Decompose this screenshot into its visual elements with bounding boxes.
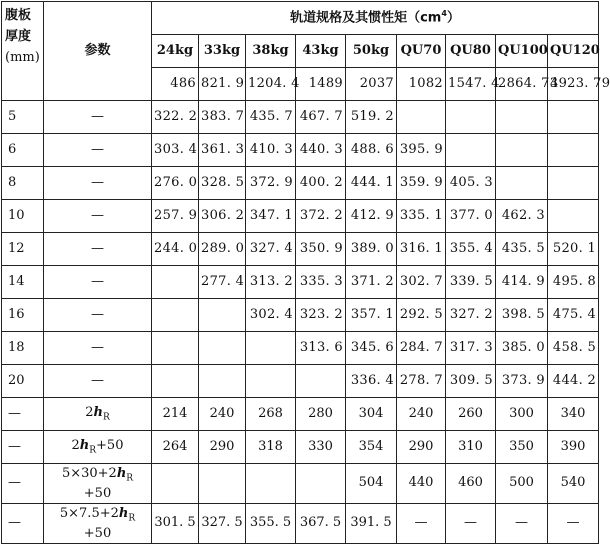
value-cell: 347. 1 [246, 200, 296, 233]
value-cell: — [496, 504, 548, 544]
formula-subscript: R [89, 445, 97, 456]
formula-prefix: 2 [71, 438, 80, 454]
value-cell: 367. 5 [296, 504, 346, 544]
value-cell: — [446, 504, 496, 544]
value-cell: 327. 4 [246, 233, 296, 266]
thickness-cell: 16 [2, 299, 44, 332]
value-cell: 444. 1 [346, 167, 397, 200]
formula-subscript: R [126, 473, 134, 484]
value-cell: 371. 2 [346, 266, 397, 299]
value-cell: 264 [152, 431, 199, 464]
value-cell: 440. 3 [296, 134, 346, 167]
value-cell: 458. 5 [548, 332, 599, 365]
value-cell: 313. 6 [296, 332, 346, 365]
formula-parameter-cell [44, 431, 152, 464]
rail-type-2: 38kg [246, 35, 296, 68]
value-cell: 327. 2 [446, 299, 496, 332]
parameter-cell: — [44, 365, 152, 398]
value-cell: — [397, 504, 446, 544]
header-thickness-line2: 厚度 [5, 28, 32, 44]
value-cell: 460 [446, 464, 496, 504]
value-cell: 354 [346, 431, 397, 464]
thickness-cell: 14 [2, 266, 44, 299]
value-cell [152, 299, 199, 332]
value-cell [246, 464, 296, 504]
value-cell: 318 [246, 431, 296, 464]
header-group-title-close: ） [446, 10, 460, 26]
value-cell: 389. 0 [346, 233, 397, 266]
thickness-cell: 12 [2, 233, 44, 266]
value-cell: 475. 4 [548, 299, 599, 332]
value-cell [496, 101, 548, 134]
formula-parameter-cell [44, 504, 152, 544]
rail-inertia-7: 2864. 73 [496, 68, 548, 101]
value-cell [246, 365, 296, 398]
value-cell: 289. 0 [199, 233, 246, 266]
value-cell: 355. 4 [446, 233, 496, 266]
table-row [2, 101, 599, 134]
value-cell [446, 101, 496, 134]
rail-type-1: 33kg [199, 35, 246, 68]
formula-prefix: 5×7.5+2 [59, 505, 119, 521]
value-cell: 500 [496, 464, 548, 504]
rail-inertia-0: 486 [152, 68, 199, 101]
value-cell: 260 [446, 398, 496, 431]
value-cell: 412. 9 [346, 200, 397, 233]
value-cell [548, 134, 599, 167]
parameter-cell: — [44, 101, 152, 134]
value-cell: 504 [346, 464, 397, 504]
value-cell: 400. 2 [296, 167, 346, 200]
value-cell [548, 167, 599, 200]
value-cell: 385. 0 [496, 332, 548, 365]
value-cell: 322. 2 [152, 101, 199, 134]
parameter-cell: — [44, 200, 152, 233]
table-row [2, 233, 599, 266]
value-cell [152, 266, 199, 299]
formula-h: h [93, 405, 103, 421]
value-cell: 302. 7 [397, 266, 446, 299]
value-cell: 304 [346, 398, 397, 431]
table-row [2, 200, 599, 233]
formula-line-2: +50 [83, 525, 112, 541]
header-group-title-sup: 4 [441, 9, 447, 19]
rail-type-3: 43kg [296, 35, 346, 68]
table-row [2, 365, 599, 398]
thickness-cell: 18 [2, 332, 44, 365]
formula-line-2: +50 [83, 485, 112, 501]
rail-inertia-1: 821. 9 [199, 68, 246, 101]
value-cell: 323. 2 [296, 299, 346, 332]
value-cell [152, 464, 199, 504]
rail-type-6: QU80 [446, 35, 496, 68]
value-cell: 398. 5 [496, 299, 548, 332]
parameter-cell: — [44, 167, 152, 200]
value-cell: 395. 9 [397, 134, 446, 167]
value-cell: 361. 3 [199, 134, 246, 167]
value-cell: 290 [397, 431, 446, 464]
value-cell: 214 [152, 398, 199, 431]
table-row [2, 167, 599, 200]
value-cell: 310 [446, 431, 496, 464]
value-cell: 330 [296, 431, 346, 464]
value-cell: 280 [296, 398, 346, 431]
value-cell: 410. 3 [246, 134, 296, 167]
parameter-cell: — [44, 299, 152, 332]
value-cell: 340 [548, 398, 599, 431]
value-cell [496, 167, 548, 200]
value-cell: 495. 8 [548, 266, 599, 299]
table-row [2, 134, 599, 167]
value-cell: 257. 9 [152, 200, 199, 233]
value-cell: 292. 5 [397, 299, 446, 332]
formula-line-1 [46, 465, 149, 485]
value-cell: 383. 7 [199, 101, 246, 134]
value-cell [446, 134, 496, 167]
value-cell: 520. 1 [548, 233, 599, 266]
value-cell: 359. 9 [397, 167, 446, 200]
formula-line-1 [46, 437, 149, 457]
value-cell: 414. 9 [496, 266, 548, 299]
rail-inertia-2: 1204. 4 [246, 68, 296, 101]
value-cell: 316. 1 [397, 233, 446, 266]
formula-parameter-cell [44, 464, 152, 504]
value-cell: 317. 3 [446, 332, 496, 365]
rail-type-5: QU70 [397, 35, 446, 68]
table-row [2, 299, 599, 332]
value-cell [199, 365, 246, 398]
value-cell: — [548, 504, 599, 544]
value-cell [496, 134, 548, 167]
formula-row [2, 431, 599, 464]
parameter-cell: — [44, 266, 152, 299]
value-cell: 444. 2 [548, 365, 599, 398]
value-cell [397, 101, 446, 134]
thickness-cell: 10 [2, 200, 44, 233]
value-cell: 467. 7 [296, 101, 346, 134]
value-cell [548, 200, 599, 233]
value-cell: 244. 0 [152, 233, 199, 266]
value-cell: 309. 5 [446, 365, 496, 398]
value-cell: 284. 7 [397, 332, 446, 365]
thickness-cell: 6 [2, 134, 44, 167]
value-cell: 301. 5 [152, 504, 199, 544]
value-cell: 303. 4 [152, 134, 199, 167]
parameter-cell: — [44, 233, 152, 266]
value-cell: 372. 9 [246, 167, 296, 200]
formula-prefix: 2 [85, 405, 94, 421]
rail-type-7: QU100 [496, 35, 548, 68]
value-cell [152, 365, 199, 398]
value-cell: 435. 5 [496, 233, 548, 266]
value-cell: 377. 0 [446, 200, 496, 233]
rail-inertia-3: 1489 [296, 68, 346, 101]
value-cell [199, 299, 246, 332]
formula-h: h [118, 505, 129, 521]
formula-subscript: R [102, 412, 110, 423]
header-parameter: 参数 [44, 2, 152, 101]
header-thickness-line1: 腹板 [5, 8, 32, 23]
value-cell [152, 332, 199, 365]
value-cell: 306. 2 [199, 200, 246, 233]
rail-inertia-table [1, 1, 610, 544]
value-cell: 390 [548, 431, 599, 464]
value-cell [199, 332, 246, 365]
value-cell [246, 332, 296, 365]
value-cell: 300 [496, 398, 548, 431]
value-cell: 372. 2 [296, 200, 346, 233]
formula-prefix: 5×30+2 [61, 465, 117, 481]
rail-inertia-8: 4923. 79 [548, 68, 599, 101]
header-thickness-line3: (mm) [5, 49, 40, 65]
value-cell: 355. 5 [246, 504, 296, 544]
value-cell: 276. 0 [152, 167, 199, 200]
value-cell: 336. 4 [346, 365, 397, 398]
value-cell: 328. 5 [199, 167, 246, 200]
thickness-cell: 20 [2, 365, 44, 398]
thickness-cell: — [2, 464, 44, 504]
value-cell: 435. 7 [246, 101, 296, 134]
value-cell: 405. 3 [446, 167, 496, 200]
formula-line-1 [46, 404, 149, 424]
rail-inertia-4: 2037 [346, 68, 397, 101]
formula-suffix: +50 [96, 438, 124, 454]
thickness-cell: 5 [2, 101, 44, 134]
value-cell: 440 [397, 464, 446, 504]
value-cell: 373. 9 [496, 365, 548, 398]
value-cell [199, 464, 246, 504]
table-row [2, 266, 599, 299]
thickness-cell: — [2, 431, 44, 464]
parameter-cell: — [44, 134, 152, 167]
formula-subscript: R [128, 513, 136, 524]
value-cell: 327. 5 [199, 504, 246, 544]
value-cell: 335. 1 [397, 200, 446, 233]
rail-type-8: QU120 [548, 35, 599, 68]
value-cell: 350. 9 [296, 233, 346, 266]
value-cell: 335. 3 [296, 266, 346, 299]
value-cell [296, 365, 346, 398]
parameter-cell: — [44, 332, 152, 365]
rail-type-4: 50kg [346, 35, 397, 68]
value-cell: 302. 4 [246, 299, 296, 332]
value-cell: 240 [199, 398, 246, 431]
header-group-title-text: 轨道规格及其惯性矩（cm [290, 10, 442, 26]
thickness-cell: — [2, 398, 44, 431]
value-cell: 290 [199, 431, 246, 464]
formula-h: h [79, 438, 90, 454]
header-group-title [152, 2, 599, 35]
table-row [2, 332, 599, 365]
value-cell: 488. 6 [346, 134, 397, 167]
value-cell: 350 [496, 431, 548, 464]
value-cell: 345. 6 [346, 332, 397, 365]
formula-parameter-cell [44, 398, 152, 431]
thickness-cell: — [2, 504, 44, 544]
header-thickness [2, 2, 44, 101]
rail-inertia-6: 1547. 4 [446, 68, 496, 101]
value-cell: 519. 2 [346, 101, 397, 134]
value-cell: 277. 4 [199, 266, 246, 299]
formula-row [2, 464, 599, 504]
value-cell: 278. 7 [397, 365, 446, 398]
value-cell: 391. 5 [346, 504, 397, 544]
value-cell: 268 [246, 398, 296, 431]
value-cell: 313. 2 [246, 266, 296, 299]
rail-type-0: 24kg [152, 35, 199, 68]
formula-row [2, 398, 599, 431]
formula-row [2, 504, 599, 544]
thickness-cell: 8 [2, 167, 44, 200]
value-cell: 357. 1 [346, 299, 397, 332]
value-cell: 462. 3 [496, 200, 548, 233]
value-cell [548, 101, 599, 134]
rail-inertia-5: 1082 [397, 68, 446, 101]
value-cell: 240 [397, 398, 446, 431]
value-cell: 540 [548, 464, 599, 504]
value-cell: 339. 5 [446, 266, 496, 299]
formula-line-1 [46, 505, 149, 525]
value-cell [296, 464, 346, 504]
formula-h: h [116, 465, 127, 481]
